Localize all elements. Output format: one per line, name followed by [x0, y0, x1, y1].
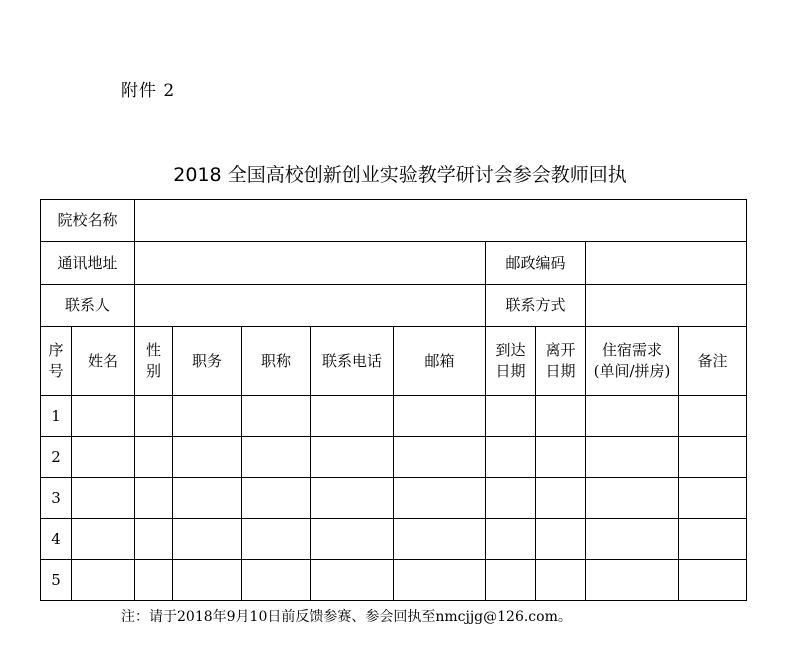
cell-name[interactable] — [72, 437, 135, 478]
cell-name[interactable] — [72, 478, 135, 519]
attachment-label: 附件 2 — [121, 81, 176, 101]
row-number: 2 — [41, 437, 72, 478]
cell-position[interactable] — [173, 560, 242, 601]
footnote: 注：请于2018年9月10日前反馈参赛、参会回执至nmcjjg@126.com。 — [121, 609, 572, 625]
table-row — [41, 396, 747, 437]
cell-departure-date[interactable] — [536, 396, 586, 437]
cell-name[interactable] — [72, 519, 135, 560]
cell-arrival-date[interactable] — [486, 396, 536, 437]
cell-departure-date[interactable] — [536, 478, 586, 519]
cell-email[interactable] — [394, 396, 486, 437]
col-header-email: 邮箱 — [394, 327, 486, 396]
cell-lodging[interactable] — [586, 478, 679, 519]
cell-title[interactable] — [242, 437, 311, 478]
cell-remarks[interactable] — [679, 437, 747, 478]
col-header-phone: 联系电话 — [311, 327, 394, 396]
cell-remarks[interactable] — [679, 560, 747, 601]
cell-departure-date[interactable] — [536, 519, 586, 560]
col-header-seq: 序 号 — [41, 327, 72, 396]
row-number: 4 — [41, 519, 72, 560]
table-row — [41, 437, 747, 478]
cell-gender[interactable] — [135, 396, 173, 437]
cell-position[interactable] — [173, 396, 242, 437]
row-number: 1 — [41, 396, 72, 437]
cell-name[interactable] — [72, 560, 135, 601]
cell-phone[interactable] — [311, 437, 394, 478]
cell-phone[interactable] — [311, 478, 394, 519]
cell-arrival-date[interactable] — [486, 560, 536, 601]
cell-email[interactable] — [394, 437, 486, 478]
registration-form-table — [40, 199, 747, 601]
address-row — [41, 242, 747, 285]
cell-lodging[interactable] — [586, 437, 679, 478]
postal-code-label: 邮政编码 — [486, 242, 586, 285]
cell-phone[interactable] — [311, 560, 394, 601]
page-title: 2018 全国高校创新创业实验教学研讨会参会教师回执 — [173, 164, 627, 186]
col-header-remarks: 备注 — [679, 327, 747, 396]
col-header-name: 姓名 — [72, 327, 135, 396]
cell-lodging[interactable] — [586, 396, 679, 437]
contact-row — [41, 285, 747, 327]
cell-email[interactable] — [394, 478, 486, 519]
cell-title[interactable] — [242, 396, 311, 437]
table-row — [41, 519, 747, 560]
address-field[interactable] — [135, 242, 486, 285]
cell-gender[interactable] — [135, 437, 173, 478]
cell-position[interactable] — [173, 478, 242, 519]
contact-method-field[interactable] — [586, 285, 747, 327]
col-header-position: 职务 — [173, 327, 242, 396]
school-name-label: 院校名称 — [41, 200, 135, 242]
col-header-departure-date: 离开 日期 — [536, 327, 586, 396]
cell-arrival-date[interactable] — [486, 519, 536, 560]
row-number: 5 — [41, 560, 72, 601]
column-header-row — [41, 327, 747, 396]
postal-code-field[interactable] — [586, 242, 747, 285]
table-row — [41, 478, 747, 519]
cell-lodging[interactable] — [586, 519, 679, 560]
col-header-gender: 性 别 — [135, 327, 173, 396]
cell-departure-date[interactable] — [536, 437, 586, 478]
school-name-field[interactable] — [135, 200, 747, 242]
cell-remarks[interactable] — [679, 478, 747, 519]
cell-title[interactable] — [242, 519, 311, 560]
cell-gender[interactable] — [135, 478, 173, 519]
col-header-arrival-date: 到达 日期 — [486, 327, 536, 396]
cell-phone[interactable] — [311, 396, 394, 437]
table-row — [41, 560, 747, 601]
address-label: 通讯地址 — [41, 242, 135, 285]
cell-email[interactable] — [394, 560, 486, 601]
contact-person-field[interactable] — [135, 285, 486, 327]
cell-email[interactable] — [394, 519, 486, 560]
cell-position[interactable] — [173, 437, 242, 478]
cell-phone[interactable] — [311, 519, 394, 560]
cell-name[interactable] — [72, 396, 135, 437]
cell-title[interactable] — [242, 478, 311, 519]
school-name-row — [41, 200, 747, 242]
cell-lodging[interactable] — [586, 560, 679, 601]
row-number: 3 — [41, 478, 72, 519]
cell-arrival-date[interactable] — [486, 437, 536, 478]
cell-departure-date[interactable] — [536, 560, 586, 601]
cell-arrival-date[interactable] — [486, 478, 536, 519]
contact-method-label: 联系方式 — [486, 285, 586, 327]
col-header-title: 职称 — [242, 327, 311, 396]
cell-title[interactable] — [242, 560, 311, 601]
contact-person-label: 联系人 — [41, 285, 135, 327]
cell-remarks[interactable] — [679, 519, 747, 560]
cell-position[interactable] — [173, 519, 242, 560]
cell-remarks[interactable] — [679, 396, 747, 437]
col-header-lodging: 住宿需求 (单间/拼房) — [586, 327, 679, 396]
cell-gender[interactable] — [135, 519, 173, 560]
cell-gender[interactable] — [135, 560, 173, 601]
